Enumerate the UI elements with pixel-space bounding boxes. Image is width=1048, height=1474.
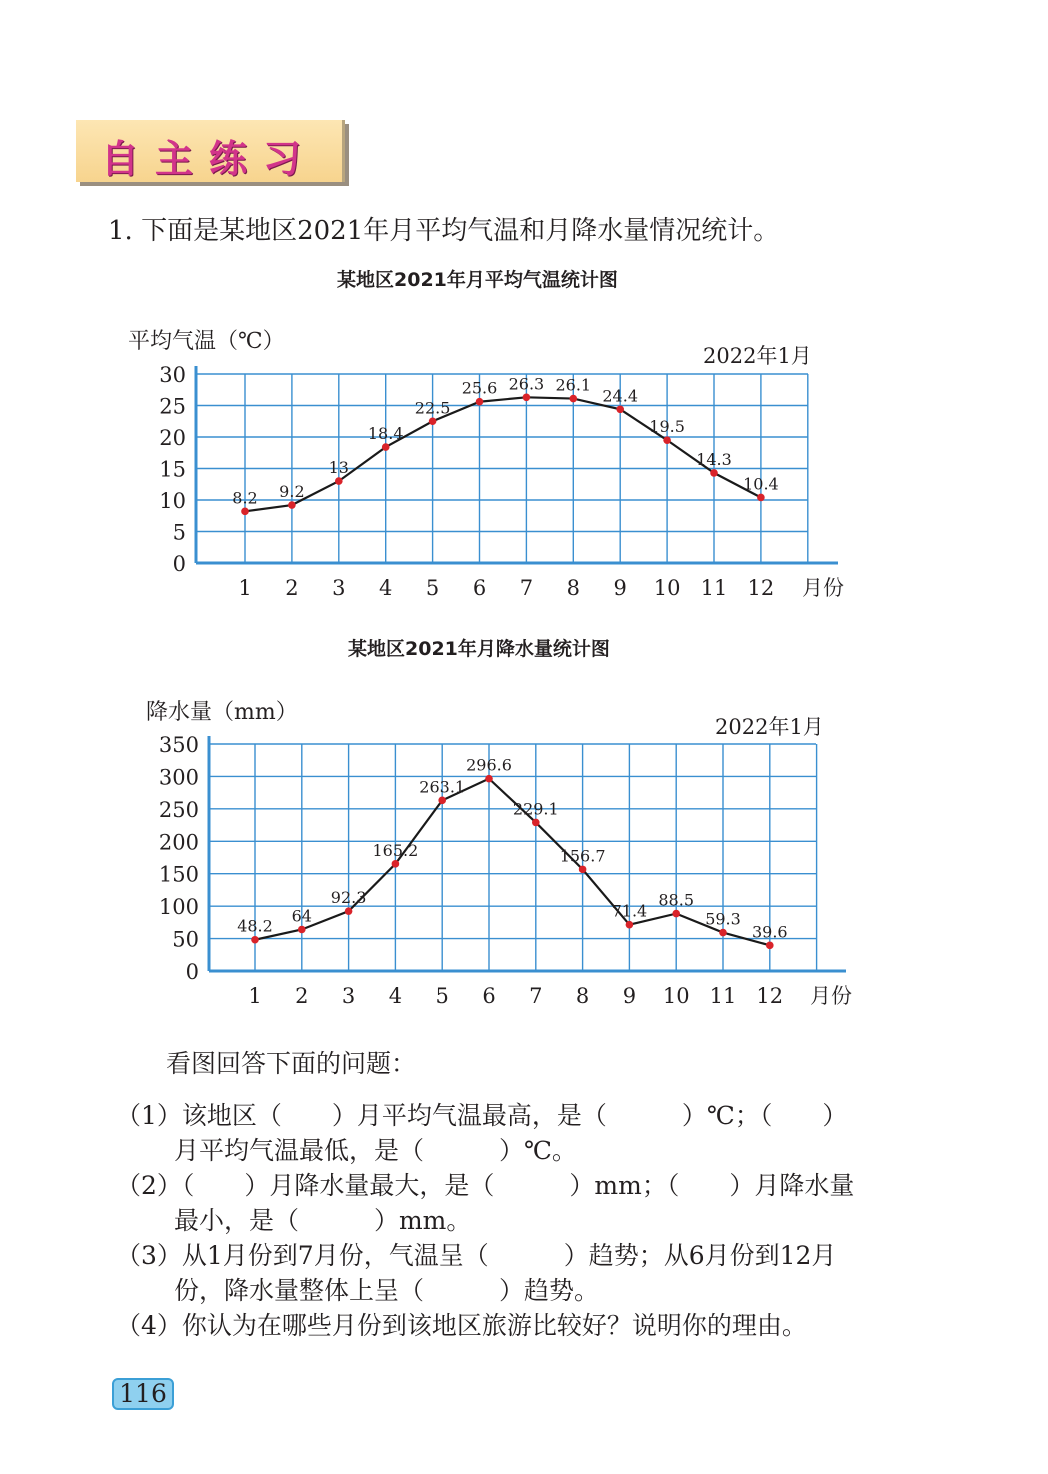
chart2-ylabel: 降水量（mm）: [146, 700, 298, 725]
y-tick-label: 200: [158, 830, 199, 855]
x-tick-label: 12: [756, 984, 784, 1008]
data-point: [579, 866, 587, 874]
data-point: [626, 921, 634, 929]
data-point: [438, 797, 446, 805]
question-line: 最小，是（ ）mm。: [116, 1206, 472, 1235]
x-tick-label: 3: [341, 984, 356, 1008]
data-label: 229.1: [512, 799, 559, 819]
data-label: 263.1: [419, 777, 466, 797]
data-label: 14.3: [696, 449, 732, 469]
x-tick-label: 9: [613, 576, 627, 600]
data-label: 9.2: [279, 482, 305, 502]
x-tick-label: 9: [622, 984, 637, 1008]
data-point: [345, 907, 353, 915]
data-point: [719, 929, 727, 937]
data-label: 13: [328, 458, 349, 478]
y-tick-label: 30: [159, 363, 186, 387]
y-tick-label: 250: [158, 797, 199, 822]
data-point: [672, 910, 680, 918]
data-label: 48.2: [237, 916, 273, 936]
section-banner-text: 自主练习: [100, 137, 317, 181]
x-tick-label: 3: [332, 576, 346, 600]
y-tick-label: 25: [159, 394, 186, 419]
y-tick-label: 150: [158, 862, 199, 887]
question-line: （4）你认为在哪些月份到该地区旅游比较好？说明你的理由。: [116, 1311, 807, 1340]
chart2-title: 某地区2021年月降水量统计图: [348, 638, 610, 660]
x-tick-label: 2: [295, 984, 309, 1008]
data-label: 18.4: [367, 424, 404, 444]
x-tick-label: 7: [519, 576, 534, 600]
x-axis-label: 月份: [802, 576, 844, 600]
chart1-note: 2022年1月: [703, 344, 812, 368]
x-tick-label: 10: [662, 984, 690, 1008]
x-tick-label: 2: [285, 576, 299, 600]
data-label: 19.5: [649, 417, 685, 437]
data-label: 26.3: [508, 374, 545, 394]
page-number: 116: [112, 1378, 174, 1410]
x-tick-label: 1: [248, 984, 262, 1008]
question-intro: 1. 下面是某地区2021年月平均气温和月降水量情况统计。: [108, 216, 780, 246]
y-tick-label: 100: [158, 895, 199, 920]
x-tick-label: 5: [435, 984, 449, 1008]
x-tick-label: 5: [425, 576, 440, 600]
data-point: [298, 926, 306, 934]
data-label: 296.6: [466, 755, 512, 775]
data-label: 156.7: [559, 846, 606, 866]
y-tick-label: 300: [158, 765, 199, 790]
data-label: 24.4: [602, 386, 639, 406]
data-label: 39.6: [751, 922, 788, 942]
data-label: 92.3: [330, 888, 367, 908]
x-tick-label: 6: [482, 984, 496, 1008]
data-label: 26.1: [555, 375, 592, 395]
y-tick-label: 15: [159, 457, 186, 482]
y-tick-label: 10: [159, 489, 186, 513]
data-point: [532, 819, 540, 827]
question-line: （3）从1月份到7月份，气温呈（ ）趋势；从6月份到12月: [116, 1241, 837, 1270]
data-label: 71.4: [611, 901, 648, 921]
data-label: 165.2: [372, 840, 419, 860]
y-tick-label: 0: [185, 960, 199, 984]
question-line: 月平均气温最低，是（ ）℃。: [116, 1136, 577, 1165]
data-point: [251, 936, 259, 944]
x-tick-label: 4: [388, 984, 403, 1008]
data-label: 88.5: [658, 890, 695, 910]
x-tick-label: 8: [566, 576, 580, 600]
data-label: 10.4: [743, 474, 779, 494]
data-label: 59.3: [705, 909, 741, 929]
x-tick-label: 1: [238, 576, 252, 600]
data-label: 25.6: [461, 378, 498, 398]
data-label: 64: [291, 906, 312, 926]
y-tick-label: 5: [172, 520, 186, 545]
data-label: 22.5: [414, 398, 451, 418]
y-tick-label: 0: [172, 552, 186, 576]
data-point: [766, 942, 774, 950]
data-point: [392, 860, 400, 868]
x-tick-label: 6: [472, 576, 487, 600]
x-tick-label: 4: [379, 576, 393, 600]
x-tick-label: 12: [747, 576, 775, 600]
question-line: （1）该地区（ ）月平均气温最高，是（ ）℃；（ ）: [116, 1101, 848, 1130]
chart1-title: 某地区2021年月平均气温统计图: [337, 269, 618, 291]
x-tick-label: 11: [709, 984, 737, 1008]
question-line: （2）（ ）月降水量最大，是（ ）mm；（ ）月降水量: [116, 1171, 855, 1200]
question-line: 份，降水量整体上呈（ ）趋势。: [116, 1276, 599, 1305]
data-point: [485, 775, 493, 783]
chart1-ylabel: 平均气温（℃）: [128, 329, 285, 354]
chart2-note: 2022年1月: [715, 715, 824, 739]
questions-prompt: 看图回答下面的问题：: [166, 1049, 417, 1078]
x-tick-label: 7: [529, 984, 543, 1008]
y-tick-label: 50: [172, 927, 199, 952]
x-tick-label: 10: [653, 576, 681, 600]
data-label: 8.2: [232, 488, 258, 508]
y-tick-label: 350: [158, 733, 199, 757]
x-tick-label: 11: [700, 576, 728, 600]
x-tick-label: 8: [575, 984, 590, 1008]
y-tick-label: 20: [159, 426, 186, 450]
x-axis-label: 月份: [810, 984, 852, 1008]
